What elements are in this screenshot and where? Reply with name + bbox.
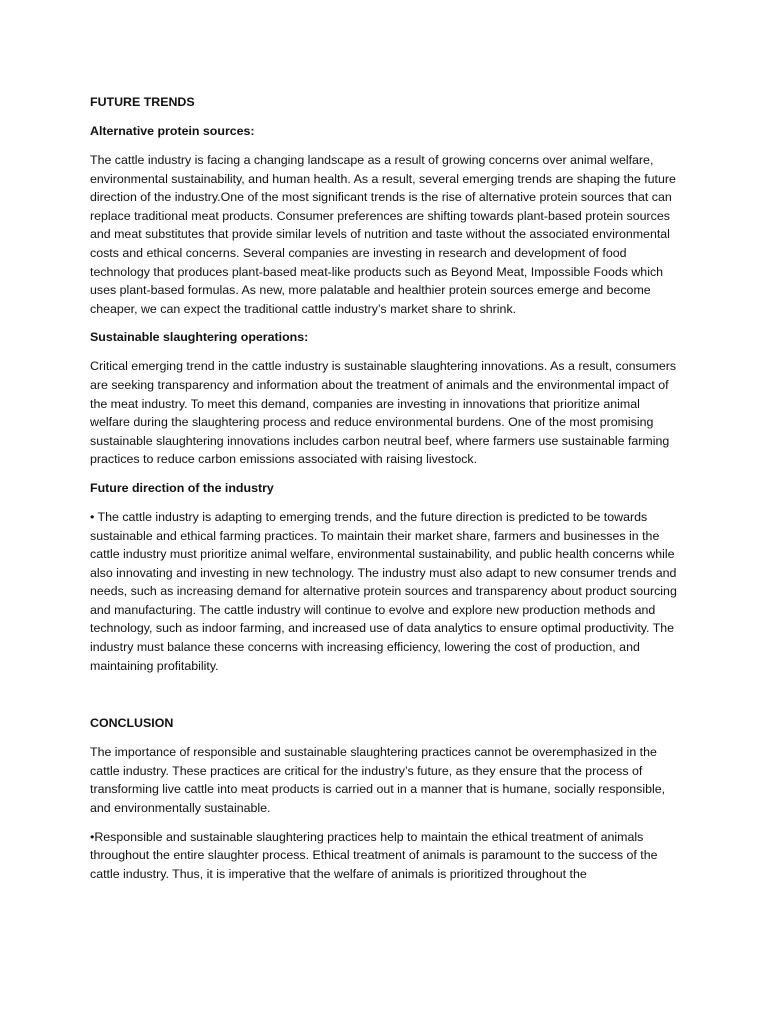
spacer bbox=[90, 469, 680, 479]
spacer bbox=[90, 497, 680, 508]
paragraph-future-direction: • The cattle industry is adapting to emerging trends, and the future direction is predicted to be towards sustainable and ethical farming practices. To maintain their market share, farmers and businesses in the cattle industry must prioritize animal welfare, environmental sustainability, and public health concerns while also innovating and investing in new technology. The industry must also adapt to new consumer trends and needs, such as increasing demand for alternative protein sources and transparency about product sourcing and manufacturing. The cattle industry will continue to evolve and explore new production methods and technology, such as indoor farming, and increased use of data analytics to ensure optimal productivity. The industry must balance these concerns with increasing efficiency, lowering the cost of production, and maintaining profitability. bbox=[90, 509, 677, 673]
subheading-sustainable-slaughtering: Sustainable slaughtering operations: bbox=[90, 330, 309, 345]
spacer bbox=[90, 318, 680, 328]
spacer bbox=[90, 732, 680, 743]
spacer bbox=[90, 346, 680, 357]
spacer bbox=[90, 818, 680, 828]
document-page bbox=[90, 93, 680, 883]
subheading-alternative-protein: Alternative protein sources: bbox=[90, 124, 255, 138]
spacer bbox=[90, 140, 680, 151]
spacer bbox=[90, 111, 680, 122]
paragraph-conclusion-1: The importance of responsible and sustainable slaughtering practices cannot be overemphasized in the cattle industry. These practices are critical for the industry’s future, as they ensure that the process of transforming live cattle into meat products is carried out in a manner that is humane, socially responsible, and environmentally sustainable. bbox=[90, 745, 666, 816]
subheading-future-direction: Future direction of the industry bbox=[90, 480, 274, 495]
paragraph-sustainable-slaughtering: Critical emerging trend in the cattle industry is sustainable slaughtering innovations. As a result, consumers are seeking transparency and information about the treatment of animals and the environmental impact of the meat industry. To meet this demand, companies are investing in innovations that prioritize animal welfare during the slaughtering process and reduce environmental burdens. One of the most promising sustainable slaughtering innovations includes carbon neutral beef, where farmers use sustainable farming practices to reduce carbon emissions associated with raising livestock. bbox=[90, 359, 677, 467]
spacer bbox=[90, 675, 680, 714]
section-title-future-trends: FUTURE TRENDS bbox=[90, 95, 195, 109]
paragraph-conclusion-2: •Responsible and sustainable slaughtering practices help to maintain the ethical treatment of animals throughout the entire slaughter process. Ethical treatment of animals is paramount to the success of the cattle industry. Thus, it is imperative that the welfare of animals is prioritized throughout the bbox=[90, 829, 658, 881]
paragraph-alternative-protein: The cattle industry is facing a changing landscape as a result of growing concerns over animal welfare, environmental sustainability, and human health. As a result, several emerging trends are shaping the future direction of the industry.One of the most significant trends is the rise of alternative protein sources that can replace traditional meat products. Consumer preferences are shifting towards plant-based protein sources and meat substitutes that provide similar levels of nutrition and taste without the associated environmental costs and ethical concerns. Several companies are investing in research and development of food technology that produces plant-based meat-like products such as Beyond Meat, Impossible Foods which uses plant-based formulas. As new, more palatable and healthier protein sources emerge and become cheaper, we can expect the traditional cattle industry’s market share to shrink. bbox=[90, 153, 676, 316]
section-title-conclusion: CONCLUSION bbox=[90, 716, 174, 731]
